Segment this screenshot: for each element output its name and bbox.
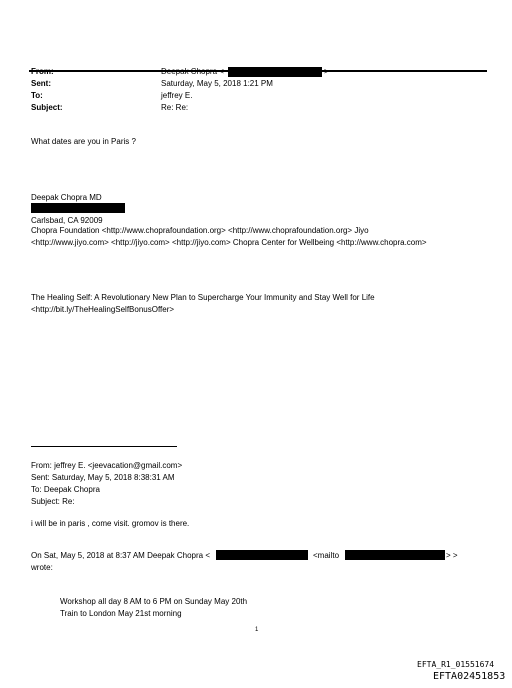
redaction-box: [228, 67, 322, 77]
book-title: The Healing Self: A Revolutionary New Plan to Supercharge Your Immunity and Stay Well for Life: [31, 293, 375, 302]
from-value: Deepak Chopra <: [161, 67, 224, 76]
reply-question: What dates are you in Paris ?: [31, 137, 136, 146]
bates-number-2: EFTA02451853: [433, 671, 506, 682]
wrote-label: wrote:: [31, 563, 53, 572]
quoted-to: To: Deepak Chopra: [31, 485, 100, 494]
redaction-box: [31, 203, 125, 213]
schedule-line-1: Workshop all day 8 AM to 6 PM on Sunday May 20th: [60, 597, 248, 606]
signature-line-2: <http://www.jiyo.com> <http://jiyo.com> <http://jiyo.com> Chopra Center for Wellbeing <http://www.chopra.com>: [31, 238, 427, 247]
sent-value: Saturday, May 5, 2018 1:21 PM: [161, 79, 273, 88]
redaction-box: [216, 550, 308, 560]
from-label: From:: [31, 67, 54, 76]
to-value: jeffrey E.: [161, 91, 193, 100]
quoted-subject: Subject: Re:: [31, 497, 75, 506]
sent-label: Sent:: [31, 79, 51, 88]
mailto-suffix: > >: [446, 551, 458, 560]
quote-separator: [31, 446, 177, 447]
subject-label: Subject:: [31, 103, 63, 112]
bates-number-1: EFTA_R1_01551674: [417, 660, 495, 669]
schedule-line-2: Train to London May 21st morning: [60, 609, 182, 618]
quoted-sent: Sent: Saturday, May 5, 2018 8:38:31 AM: [31, 473, 175, 482]
signature-location: Carlsbad, CA 92009: [31, 216, 103, 225]
redaction-box: [345, 550, 445, 560]
page-number: 1: [255, 627, 259, 633]
to-label: To:: [31, 91, 43, 100]
mailto-label: <mailto: [313, 551, 340, 560]
quoted-body: i will be in paris , come visit. gromov is there.: [31, 519, 190, 528]
signature-name: Deepak Chopra MD: [31, 193, 102, 202]
from-value-suffix: >: [324, 67, 329, 76]
quoted-from: From: jeffrey E. <jeevacation@gmail.com>: [31, 461, 183, 470]
signature-line-1: Chopra Foundation <http://www.choprafoundation.org> <http://www.choprafoundation.org> Jiyo: [31, 226, 369, 235]
book-link: <http://bit.ly/TheHealingSelfBonusOffer>: [31, 305, 175, 314]
subject-value: Re: Re:: [161, 103, 189, 112]
on-date-line: On Sat, May 5, 2018 at 8:37 AM Deepak Chopra <: [31, 551, 210, 560]
